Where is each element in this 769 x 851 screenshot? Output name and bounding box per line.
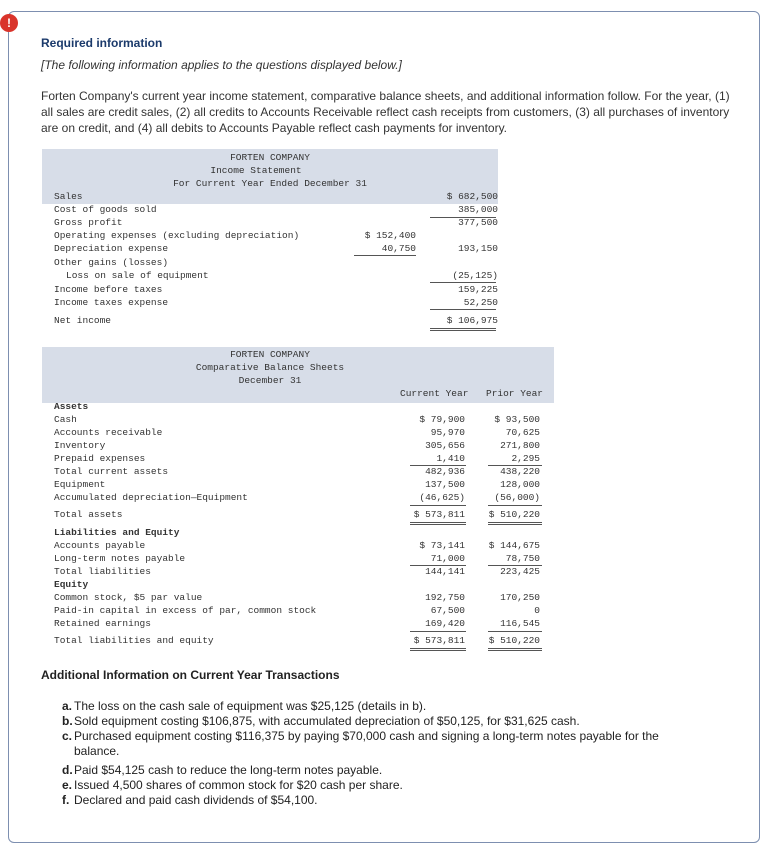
liabilities-heading: Liabilities and Equity — [54, 527, 180, 538]
equity-heading: Equity — [54, 579, 89, 590]
income-statement — [42, 149, 498, 331]
item-text: Paid $54,125 cash to reduce the long-term notes payable. — [74, 763, 383, 777]
bs-cur: 71,000 — [430, 553, 465, 564]
bs-cur: 482,936 — [425, 466, 465, 477]
is-company: FORTEN COMPANY — [230, 152, 310, 163]
bs-prior: 78,750 — [505, 553, 540, 564]
bs-cur: $ 573,811 — [413, 635, 465, 646]
bs-cur: 1,410 — [436, 453, 465, 464]
bs-date: December 31 — [238, 375, 302, 386]
bs-prior: 116,545 — [500, 618, 540, 629]
is-row-label: Sales — [54, 191, 83, 202]
bs-row-label: Paid-in capital in excess of par, common stock — [54, 605, 317, 616]
item-key: c. — [62, 729, 73, 743]
item-text: Purchased equipment costing $116,375 by paying $70,000 cash and signing a long-term notes payable for the balance. — [74, 729, 659, 758]
bs-cur: 169,420 — [425, 618, 465, 629]
bs-prior: $ 510,220 — [488, 509, 540, 520]
is-row-label: Income before taxes — [54, 284, 163, 295]
bs-prior: 2,295 — [511, 453, 540, 464]
bs-row-label: Accounts payable — [54, 540, 146, 551]
is-value: $ 682,500 — [446, 191, 498, 202]
is-row-label: Gross profit — [54, 217, 123, 228]
is-value: $ 106,975 — [446, 315, 498, 326]
list-item — [62, 729, 702, 759]
is-value: 385,000 — [458, 204, 498, 215]
bs-row-label: Accounts receivable — [54, 427, 163, 438]
is-row-label: Income taxes expense — [54, 297, 169, 308]
is-period: For Current Year Ended December 31 — [173, 178, 367, 189]
bs-prior: 438,220 — [500, 466, 540, 477]
bs-prior: 0 — [534, 605, 540, 616]
item-text: Declared and paid cash dividends of $54,100. — [74, 793, 318, 807]
bs-prior: 70,625 — [505, 427, 540, 438]
item-key: d. — [62, 763, 73, 777]
list-item — [62, 714, 702, 729]
bs-prior: 170,250 — [500, 592, 540, 603]
bs-cur: 192,750 — [425, 592, 465, 603]
bs-row-label: Prepaid expenses — [54, 453, 146, 464]
is-row-label: Depreciation expense — [54, 243, 169, 254]
bs-row-label: Total current assets — [54, 466, 169, 477]
assets-heading: Assets — [54, 401, 89, 412]
bs-row-label: Cash — [54, 414, 77, 425]
bs-prior: (56,000) — [494, 492, 540, 503]
bs-cur: (46,625) — [419, 492, 465, 503]
bs-row-label: Total liabilities — [54, 566, 151, 577]
bs-prior: $ 510,220 — [488, 635, 540, 646]
bs-row-label: Total liabilities and equity — [54, 635, 214, 646]
required-info-title: Required information — [41, 36, 163, 50]
bs-row-label: Retained earnings — [54, 618, 151, 629]
is-title: Income Statement — [210, 165, 302, 176]
is-row-label: Other gains (losses) — [54, 257, 169, 268]
bs-prior: $ 93,500 — [494, 414, 540, 425]
item-key: e. — [62, 778, 73, 792]
is-row-label: Operating expenses (excluding depreciation) — [54, 230, 300, 241]
is-value: (25,125) — [452, 270, 498, 281]
item-key: a. — [62, 699, 73, 713]
bs-row-label: Common stock, $5 par value — [54, 592, 203, 603]
is-value: 159,225 — [458, 284, 498, 295]
list-item — [62, 699, 702, 714]
col-prior-year: Prior Year — [486, 388, 544, 399]
intro-paragraph: Forten Company's current year income statement, comparative balance sheets, and additional information follow. For the year, (1) all sales are credit sales, (2) all credits to Accounts Receivable reflect cash receipts from customers, (3) all purchases of inventory are on credit, and (4) all debits to Accounts Payable reflect cash payments for inventory. — [41, 89, 730, 135]
bs-cur: 67,500 — [430, 605, 465, 616]
col-current-year: Current Year — [400, 388, 469, 399]
bs-row-label: Inventory — [54, 440, 106, 451]
bs-title: Comparative Balance Sheets — [195, 362, 345, 373]
bs-prior: 271,800 — [500, 440, 540, 451]
bs-prior: 128,000 — [500, 479, 540, 490]
bs-cur: $ 73,141 — [419, 540, 465, 551]
is-row-label: Cost of goods sold — [54, 204, 157, 215]
bs-row-label: Equipment — [54, 479, 106, 490]
bs-row-label: Accumulated depreciation—Equipment — [54, 492, 248, 503]
is-value: 52,250 — [463, 297, 498, 308]
bs-cur: 305,656 — [425, 440, 465, 451]
is-value: $ 152,400 — [364, 230, 416, 241]
bs-cur: 144,141 — [425, 566, 465, 577]
additional-info-title: Additional Information on Current Year Transactions — [41, 668, 340, 682]
bs-cur: $ 79,900 — [419, 414, 465, 425]
bs-row-label: Total assets — [54, 509, 123, 520]
is-value: 40,750 — [381, 243, 416, 254]
bs-cur: 95,970 — [430, 427, 465, 438]
is-value: 377,500 — [458, 217, 498, 228]
bs-prior: $ 144,675 — [488, 540, 540, 551]
list-item — [62, 778, 702, 793]
balance-sheet — [42, 347, 554, 651]
bs-cur: $ 573,811 — [413, 509, 465, 520]
item-text: Issued 4,500 shares of common stock for $20 cash per share. — [74, 778, 403, 792]
item-text: The loss on the cash sale of equipment was $25,125 (details in b). — [74, 699, 427, 713]
bs-cur: 137,500 — [425, 479, 465, 490]
list-item — [62, 763, 702, 778]
is-value: 193,150 — [458, 243, 498, 254]
is-row-label: Loss on sale of equipment — [66, 270, 209, 281]
alert-icon: ! — [0, 14, 18, 32]
bs-prior: 223,425 — [500, 566, 540, 577]
info-note: [The following information applies to the questions displayed below.] — [41, 58, 402, 72]
bs-row-label: Long-term notes payable — [54, 553, 186, 564]
item-key: b. — [62, 714, 73, 728]
is-row-label: Net income — [54, 315, 112, 326]
list-item — [62, 793, 702, 808]
additional-info-list — [62, 699, 702, 808]
item-key: f. — [62, 793, 70, 807]
bs-company: FORTEN COMPANY — [230, 349, 310, 360]
item-text: Sold equipment costing $106,875, with accumulated depreciation of $50,125, for $31,625 cash. — [74, 714, 580, 728]
